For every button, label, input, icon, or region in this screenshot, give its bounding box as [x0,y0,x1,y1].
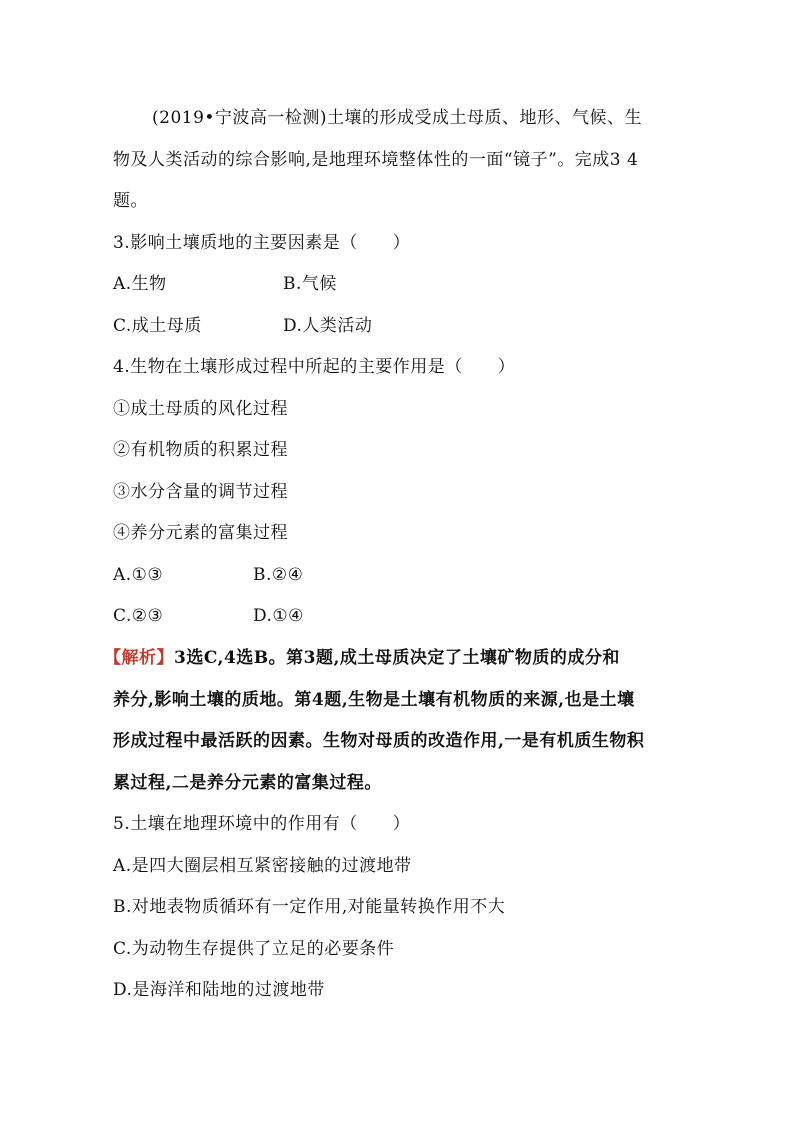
question-4-item-4: ④养分元素的富集过程 [113,523,288,543]
question-4-item-3: ③水分含量的调节过程 [113,482,288,502]
question-4-option-a: A.①③ [113,565,164,585]
question-4-stem: 4.生物在土壤形成过程中所起的主要作用是（ ） [113,357,516,377]
question-3-option-a: A.生物 [113,274,167,294]
question-3-stem: 3.影响土壤质地的主要因素是（ ） [113,233,411,253]
analysis-text-1: 3选C,4选B。第3题,成土母质决定了土壤矿物质的成分和 [174,648,620,668]
question-4-option-b: B.②④ [253,565,304,585]
question-5-option-a: A.是四大圈层相互紧密接触的过渡地带 [113,856,412,876]
question-4-item-1: ①成土母质的风化过程 [113,399,288,419]
question-5-stem: 5.土壤在地理环境中的作用有（ ） [113,814,411,834]
analysis-line-4: 累过程,二是养分元素的富集过程。 [113,773,382,793]
question-5-option-c: C.为动物生存提供了立足的必要条件 [113,939,395,959]
question-4-option-d: D.①④ [253,606,304,626]
intro-line-3: 题。 [113,191,148,211]
question-3-option-b: B.气候 [283,274,337,294]
analysis-line-2: 养分,影响土壤的质地。第4题,生物是土壤有机物质的来源,也是土壤 [113,690,635,710]
intro-line-1: (2019•宁波高一检测)土壤的形成受成土母质、地形、气候、生 [152,108,643,128]
analysis-tag: 【解析】 [104,648,174,668]
question-4-item-2: ②有机物质的积累过程 [113,440,288,460]
analysis-line-3: 形成过程中最活跃的因素。生物对母质的改造作用,一是有机质生物积 [113,731,645,751]
question-4-option-c: C.②③ [113,606,164,626]
question-3-option-c: C.成土母质 [113,316,202,336]
question-3-option-d: D.人类活动 [283,316,373,336]
analysis-line-1 [104,646,620,670]
question-5-option-b: B.对地表物质循环有一定作用,对能量转换作用不大 [113,897,506,917]
question-5-option-d: D.是海洋和陆地的过渡地带 [113,980,325,1000]
intro-line-2: 物及人类活动的综合影响,是地理环境整体性的一面“镜子”。完成3 4 [113,150,639,170]
